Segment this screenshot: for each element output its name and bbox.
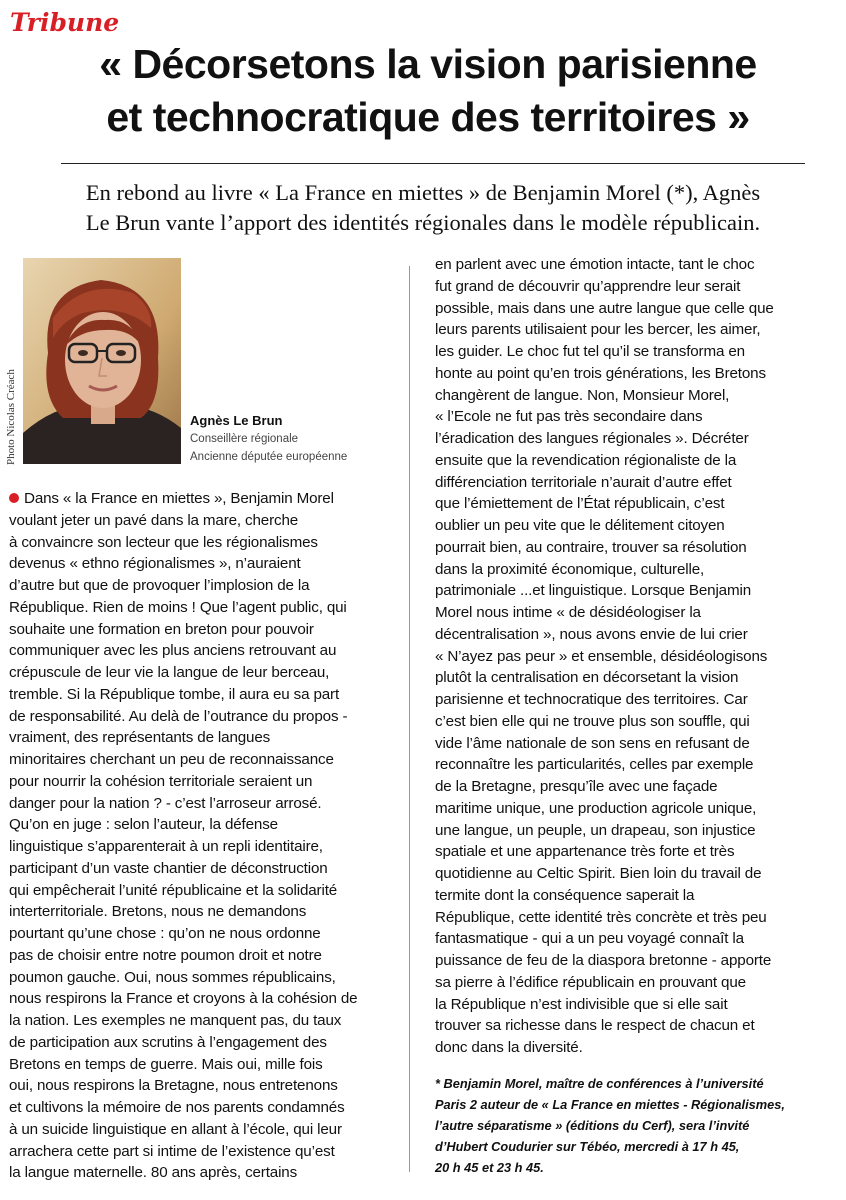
text-line: possible, mais dans une autre langue que celle que xyxy=(435,299,774,317)
text-line: une langue, un peuple, un drapeau, son injustice xyxy=(435,821,756,839)
text-line: plutôt la centralisation en décorsetant la vision xyxy=(435,669,739,687)
author-name: Agnès Le Brun xyxy=(190,413,283,428)
photo-credit-text: Photo Nicolas Créach xyxy=(5,369,17,465)
text-line: qui empêcherait l’unité républicaine et la solidarité xyxy=(9,881,338,899)
text-line: minoritaires cherchant un peu de reconnaissance xyxy=(9,751,334,768)
text-line: honte au point qu’en trois générations, les Bretons xyxy=(435,364,766,382)
text-line: l’éradication des langues régionales ». Décréter xyxy=(435,430,749,447)
text-line: Qu’on en juge : selon l’auteur, la défense xyxy=(9,816,278,834)
text-line: participant d’un vaste chantier de déconstruction xyxy=(9,859,328,877)
text-line: pourrait bien, au contraire, trouver sa résolution xyxy=(435,538,747,556)
text-line: différenciation territoriale n’aurait d’autre effet xyxy=(435,473,732,491)
text-line: sa pierre à l’édifice républicain en prouvant que xyxy=(435,973,746,991)
text-line: souhaite une formation en breton pour pouvoir xyxy=(9,620,314,638)
left-column xyxy=(9,488,357,1184)
headline-line: « Décorsetons la vision parisienne xyxy=(99,41,757,87)
text-line: ensuite que la revendication régionaliste de la xyxy=(435,451,737,469)
text-line: donc dans la diversité. xyxy=(435,1039,583,1056)
headline-divider xyxy=(61,163,805,164)
text-line: République. Rien de moins ! Que l’agent public, qui xyxy=(9,598,347,616)
text-line: fantasmatique - qui a un peu voyagé connaît la xyxy=(435,930,744,948)
text-line: nous respirons la France et croyons à la cohésion de xyxy=(9,990,358,1008)
text-line: à un suicide linguistique en allant à l’école, qui leur xyxy=(9,1120,342,1138)
text-line: pourtant qu’une chose : qu’on ne nous ordonne xyxy=(9,925,321,942)
text-line: pas de choisir entre notre poumon droit et notre xyxy=(9,946,322,964)
text-line: crépuscule de leur vie la langue de leur berceau, xyxy=(9,664,330,681)
text-line: d’Hubert Coudurier sur Tébéo, mercredi à 17 h 45, xyxy=(435,1139,740,1154)
lead-dot-icon xyxy=(9,493,19,503)
text-line: « l’Ecole ne fut pas très secondaire dans xyxy=(435,408,703,426)
text-line-content: Dans « la France en miettes », Benjamin Morel xyxy=(24,490,334,507)
text-line: communiquer avec les plus anciens retrouvant au xyxy=(9,642,337,660)
text-line: d’autre but que de provoquer l’implosion de la xyxy=(9,577,310,594)
text-line: quotidienne au Celtic Spirit. Bien loin du travail de xyxy=(435,865,762,882)
text-line: la nation. Les exemples ne manquent pas, du taux xyxy=(9,1012,342,1029)
text-line: décentralisation », nous avons envie de lui crier xyxy=(435,625,748,643)
text-line: voulant jeter un pavé dans la mare, cherche xyxy=(9,511,299,529)
text-line: spatiale et une appartenance très forte et très xyxy=(435,843,735,861)
text-line: danger pour la nation ? - c’est l’arroseur arrosé. xyxy=(9,794,322,812)
author-photo xyxy=(23,258,181,464)
text-line: et cultivons la mémoire de nos parents condamnés xyxy=(9,1099,345,1116)
text-line: devenus « ethno régionalismes », n’auraient xyxy=(9,555,301,573)
text-line: de responsabilité. Au delà de l’outrance du propos - xyxy=(9,707,348,725)
footnote xyxy=(435,1073,785,1178)
text-line: 20 h 45 et 23 h 45. xyxy=(435,1160,544,1175)
text-line: les guider. Le choc fut tel qu’il se transforma en xyxy=(435,343,745,360)
standfirst xyxy=(8,178,838,238)
text-line: oublier un peu vite que le délitement citoyen xyxy=(435,517,725,534)
text-line: fut grand de découvrir qu’apprendre leur serait xyxy=(435,277,741,295)
headline xyxy=(48,38,808,144)
text-line: changèrent de langue. Non, Monsieur Morel, xyxy=(435,386,730,404)
text-line: vraiment, des représentants de langues xyxy=(9,729,271,747)
text-line: parisienne et technocratique des territoires. Car xyxy=(435,691,748,708)
text-line: République, cette identité très concrète et très peu xyxy=(435,908,767,926)
text-line: de la Bretagne, presqu’île avec une façade xyxy=(435,778,718,795)
text-line: vide l’âme nationale de son sens en refusant de xyxy=(435,734,750,752)
rubric-label: Tribune xyxy=(10,8,120,37)
text-line: la République n’est indivisible que si elle sait xyxy=(435,995,728,1013)
text-line xyxy=(9,488,357,510)
author-role: Ancienne députée européenne xyxy=(190,451,348,463)
text-line: leurs parents utilisaient pour les bercer, les aimer, xyxy=(435,321,761,339)
text-line: puissance de feu de la diaspora bretonne - apporte xyxy=(435,952,772,969)
text-line: maritime unique, une production agricole unique, xyxy=(435,799,757,817)
text-line: dans la proximité économique, culturelle, xyxy=(435,560,705,578)
text-line: « N’ayez pas peur » et ensemble, désidéologisons xyxy=(435,647,768,665)
text-line: * Benjamin Morel, maître de conférences à l’université xyxy=(435,1076,764,1091)
right-column xyxy=(435,254,774,1059)
text-line: Paris 2 auteur de « La France en miettes - Régionalismes, xyxy=(435,1097,785,1112)
text-line: termite dont la conséquence saperait la xyxy=(435,886,695,904)
text-line: la langue maternelle. 80 ans après, certains xyxy=(9,1164,298,1182)
text-line: trouver sa richesse dans le respect de chacun et xyxy=(435,1017,755,1035)
text-line: arrachera cette part si intime de l’existence qu’est xyxy=(9,1142,335,1160)
text-line: reconnaître les particularités, celles par exemple xyxy=(435,756,754,774)
text-line: Morel nous intime « de désidéologiser la xyxy=(435,604,701,621)
text-line: l’autre séparatisme » (éditions du Cerf), sera l’invité xyxy=(435,1118,750,1133)
portrait-image xyxy=(23,258,181,464)
text-line: c’est bien elle qui ne trouve plus son souffle, qui xyxy=(435,712,750,730)
text-line: oui, nous respirons la Bretagne, nous entretenons xyxy=(9,1077,338,1095)
standfirst-line: Le Brun vante l’apport des identités régionales dans le modèle républicain. xyxy=(85,210,761,235)
text-line: linguistique s’apparenterait à un repli identitaire, xyxy=(9,838,323,855)
text-line: en parlent avec une émotion intacte, tant le choc xyxy=(435,256,755,273)
text-line: Bretons en temps de guerre. Mais oui, mille fois xyxy=(9,1055,323,1073)
text-line: que l’émiettement de l’État républicain, c’est xyxy=(435,495,725,513)
text-line: interterritoriale. Bretons, nous ne demandons xyxy=(9,903,307,921)
text-line: poumon gauche. Oui, nous sommes républicains, xyxy=(9,968,336,986)
text-line: patrimoniale ...et linguistique. Lorsque Benjamin xyxy=(435,582,751,600)
column-divider xyxy=(409,266,410,1172)
author-role: Conseillère régionale xyxy=(190,433,299,445)
text-line: à convaincre son lecteur que les régionalismes xyxy=(9,533,318,551)
text-line: pour nourrir la cohésion territoriale seraient un xyxy=(9,772,313,790)
text-line: tremble. Si la République tombe, il aura eu sa part xyxy=(9,685,340,703)
text-line: de participation aux scrutins à l’engagement des xyxy=(9,1033,327,1051)
headline-line: et technocratique des territoires » xyxy=(106,94,750,140)
standfirst-line: En rebond au livre « La France en miettes » de Benjamin Morel (*), Agnès xyxy=(85,180,761,205)
